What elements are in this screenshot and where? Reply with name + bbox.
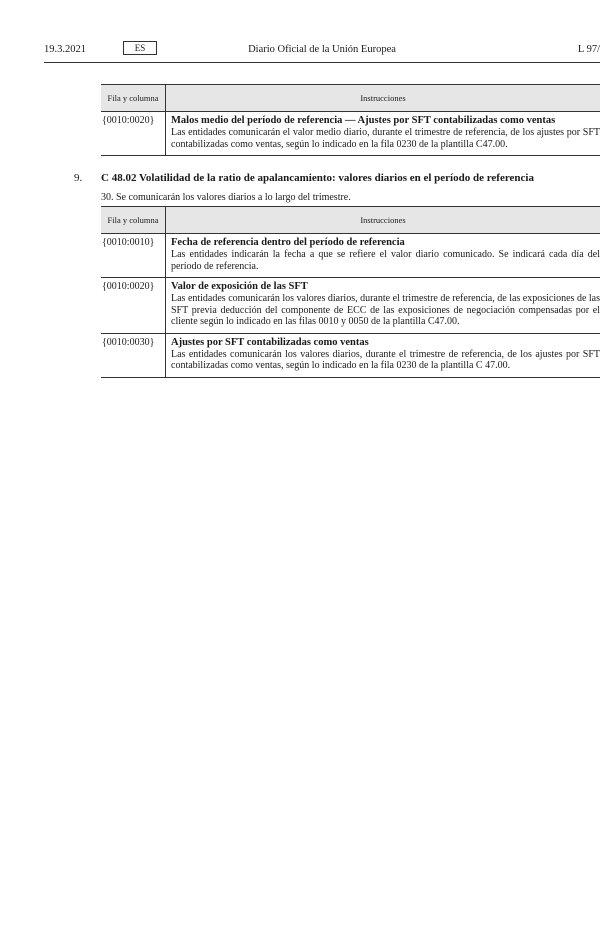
column-header-code: Fila y columna xyxy=(101,207,166,234)
page-header xyxy=(44,40,600,63)
table-row xyxy=(101,333,600,377)
row-description xyxy=(166,333,600,377)
row-text: Las entidades comunicarán los valores diarios, durante el trimestre de referencia, de las exposiciones de las SFT previa deducción del componente de ECC de las exposiciones de negociación compensadas por el cliente según lo indicado en las filas 0010 y 0050 de la plantilla C47.00. xyxy=(171,293,600,327)
page-number: L 97/ xyxy=(577,44,600,55)
row-text: Las entidades indicarán la fecha a que se refiere el valor diario comunicado. Se indicará cada día del período de referencia. xyxy=(171,249,600,272)
instructions-table-2 xyxy=(101,206,600,378)
row-title: Valor de exposición de las SFT xyxy=(171,281,308,292)
paragraph-30: 30. Se comunicarán los valores diarios a lo largo del trimestre. xyxy=(101,192,351,203)
column-header-instructions: Instrucciones xyxy=(166,85,600,112)
row-description xyxy=(166,278,600,334)
table-header-row xyxy=(101,85,600,112)
row-title: Fecha de referencia dentro del período de referencia xyxy=(171,237,405,248)
journal-title: Diario Oficial de la Unión Europea xyxy=(248,44,396,55)
instructions-table-1 xyxy=(101,84,600,156)
section-number: 9. xyxy=(74,172,83,184)
column-header-code: Fila y columna xyxy=(101,85,166,112)
language-badge: ES xyxy=(123,41,157,55)
table-row xyxy=(101,234,600,278)
column-header-instructions: Instrucciones xyxy=(166,207,600,234)
row-title: Ajustes por SFT contabilizadas como ventas xyxy=(171,336,369,348)
row-code: {0010:0010} xyxy=(101,234,166,278)
row-text: Las entidades comunicarán el valor medio diario, durante el trimestre de referencia, de los ajustes por SFT contabilizadas como ventas, según lo indicado en la fila 0230 de la plantilla C47.00. xyxy=(171,127,600,150)
row-code: {0010:0020} xyxy=(101,112,166,156)
table-row xyxy=(101,278,600,334)
row-code: {0010:0020} xyxy=(101,278,166,334)
row-code: {0010:0030} xyxy=(101,333,166,377)
row-title: Malos medio del período de referencia — Ajustes por SFT contabilizadas como ventas xyxy=(171,115,556,126)
row-description xyxy=(166,112,600,156)
publication-date: 19.3.2021 xyxy=(44,44,86,55)
row-text: Las entidades comunicarán los valores diarios, durante el trimestre de referencia, de los ajustes por SFT contabilizadas como ventas, según lo indicado en la fila 0230 de la plantilla C 47.00. xyxy=(171,348,600,371)
table-row xyxy=(101,112,600,156)
section-title: C 48.02 Volatilidad de la ratio de apalancamiento: valores diarios en el período de referencia xyxy=(101,172,534,184)
table-header-row xyxy=(101,207,600,234)
row-description xyxy=(166,234,600,278)
